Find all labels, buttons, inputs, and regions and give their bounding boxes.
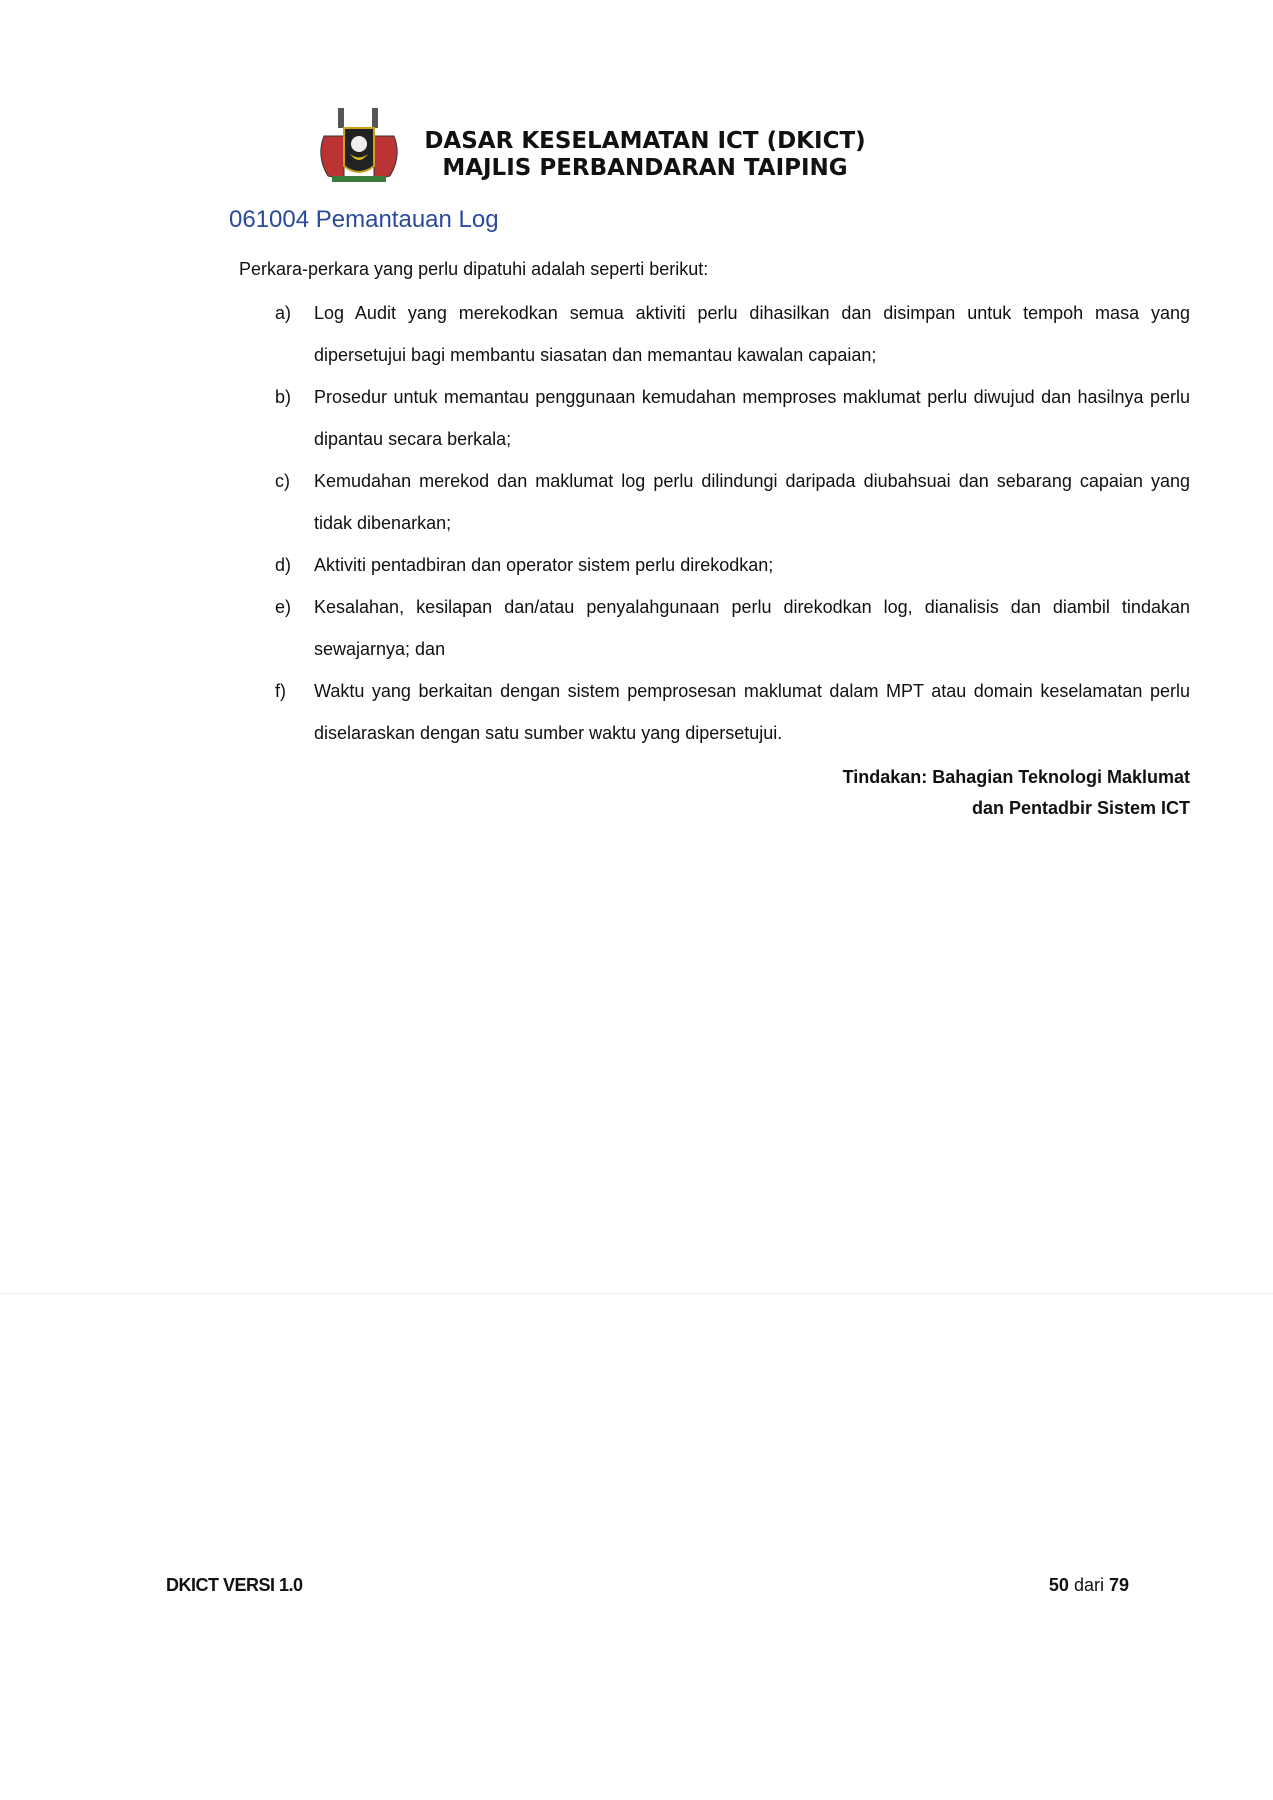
item-letter: d) bbox=[275, 555, 292, 575]
list-item bbox=[275, 586, 1190, 670]
list-item bbox=[275, 292, 1190, 376]
item-letter: e) bbox=[275, 597, 292, 617]
action-note bbox=[843, 762, 1190, 824]
footer-version: DKICT VERSI 1.0 bbox=[166, 1575, 303, 1595]
item-text: Waktu yang berkaitan dengan sistem pemprosesan maklumat dalam MPT atau domain keselamatan perlu diselaraskan dengan satu sumber waktu yang dipersetujui. bbox=[314, 681, 1190, 743]
list-item bbox=[275, 670, 1190, 754]
page-of: dari bbox=[1073, 1575, 1104, 1595]
list-item bbox=[275, 544, 1190, 586]
section-intro: Perkara-perkara yang perlu dipatuhi adalah seperti berikut: bbox=[239, 259, 709, 279]
list-item bbox=[275, 460, 1190, 544]
header-organization: MAJLIS PERBANDARAN TAIPING bbox=[442, 155, 848, 181]
item-letter: f) bbox=[275, 681, 286, 701]
item-text: Prosedur untuk memantau penggunaan kemudahan memproses maklumat perlu diwujud dan hasilnya perlu dipantau secara berkala; bbox=[314, 387, 1190, 449]
list-item bbox=[275, 376, 1190, 460]
footer-page-number bbox=[1000, 1575, 1129, 1596]
action-line-1: Tindakan: Bahagian Teknologi Maklumat bbox=[842, 767, 1190, 787]
document-header bbox=[400, 128, 890, 182]
crest-icon bbox=[314, 106, 404, 184]
item-text: Log Audit yang merekodkan semua aktiviti perlu dihasilkan dan disimpan untuk tempoh masa yang dipersetujui bagi membantu siasatan dan memantau kawalan capaian; bbox=[314, 303, 1190, 365]
item-text: Kesalahan, kesilapan dan/atau penyalahgunaan perlu direkodkan log, dianalisis dan diambil tindakan sewajarnya; dan bbox=[314, 597, 1190, 659]
requirements-list bbox=[275, 292, 1190, 754]
item-text: Aktiviti pentadbiran dan operator sistem perlu direkodkan; bbox=[314, 555, 774, 575]
action-line-2: dan Pentadbir Sistem ICT bbox=[971, 798, 1190, 818]
section-heading: 061004 Pemantauan Log bbox=[229, 206, 499, 233]
header-title: DASAR KESELAMATAN ICT (DKICT) bbox=[424, 128, 866, 154]
scan-divider bbox=[0, 1293, 1273, 1294]
total-pages: 79 bbox=[1108, 1575, 1129, 1595]
item-letter: b) bbox=[275, 387, 292, 407]
current-page: 50 bbox=[1048, 1575, 1069, 1595]
item-text: Kemudahan merekod dan maklumat log perlu dilindungi daripada diubahsuai dan sebarang capaian yang tidak dibenarkan; bbox=[314, 471, 1190, 533]
item-letter: a) bbox=[275, 303, 292, 323]
item-letter: c) bbox=[275, 471, 290, 491]
